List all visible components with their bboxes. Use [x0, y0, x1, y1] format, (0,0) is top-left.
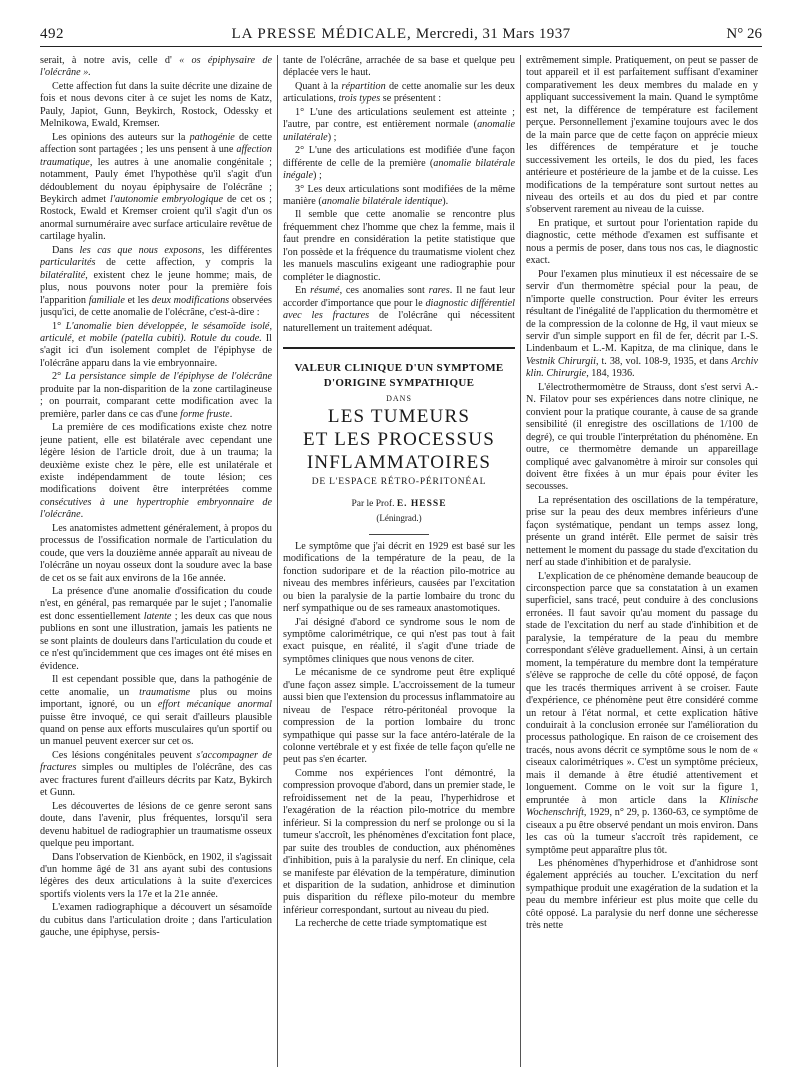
text-run: . [229, 408, 233, 420]
text-run: Cette affection fut dans la suite décrite une dizaine de fois et nous devons citer à ce sujet les noms de Katz, Pauly, Japiot, Gunn, Beykirch, Rostock, Odessky et Melnikowa, Ewald, Kremser. [40, 80, 272, 130]
text-run: Le mécanisme de ce syndrome peut être expliqué d'une façon assez simple. L'accroissement de la tumeur aussi bien que l'extension du processus inflammatoire au niveau de l'espace rétro-péritonéal provoque la compression de la portion lombaire du tronc sympathique qui passe sur la face antéro-latérale de la colonne vertébrale et y est fixée de telle façon qu'elle ne peut pas s'en écarter. [283, 667, 515, 766]
text-run: de cette affection, y compris la [95, 257, 272, 269]
text-run: , ces anomalies sont [339, 285, 429, 297]
italic-text: particularités [40, 257, 96, 269]
paragraph [526, 858, 758, 933]
paragraph [283, 145, 515, 182]
article-title-line: ET LES PROCESSUS [302, 429, 495, 451]
italic-text: rares [428, 285, 450, 297]
paragraph [283, 768, 515, 917]
italic-text: résumé [310, 285, 340, 297]
text-run: ). [442, 195, 449, 207]
paragraph [283, 209, 515, 284]
paragraph [283, 541, 515, 616]
text-run: L'électrothermomètre de Strauss, dont s'est servi A.-N. Filatov pour ses expériences dans notre clinique, ne convient pour la pratique courante, à cause de sa grande sensibilité (il enregistre des oscillations de 1/100 de degré), ce qui trouble l'interprétation du phénomène. En outre, ce thermomètre demande un appareillage compliqué avec galvanomètre à miroir sur consoles qui doivent être fixées à un mur épais pour éviter les secousses. [526, 381, 758, 493]
paragraph [40, 371, 272, 421]
text-run: Comme nos expériences l'ont démontré, la compression provoque d'abord, dans un premier stade, le refroidissement net de la peau, l'hyperhidrose et l'exagération de la réaction pilo-motrice du membre inférieur. Si la compression du nerf se prolonge ou si la tumeur s'accroît, les phénomènes d'excitation font place, par suite des troubles de conduction, aux phénomènes d'inhibition, puis à la paralysie du nerf. En clinique, cela se manifeste par élévation de la température, diminution et disparition de la sudation, anhidrose et diminution puis disparition du réflexe pilo-moteur du membre inférieur correspondant, surtout au niveau du pied. [283, 767, 515, 916]
italic-text: s'accompagner de fractures [40, 749, 272, 774]
text-run: , 184, 1936. [586, 368, 635, 380]
paragraph [283, 184, 515, 209]
text-run: Le symptôme que j'ai décrit en 1929 est basé sur les modifications de la température de la peau, de la fonction sudoripare et de la réaction pilo-motrice au niveau des membres inférieurs, causées par l'excitation ou bien la paralysie de la partie lombaire du tronc du nerf sympathique ou de ses rameaux anastomotiques. [283, 540, 515, 615]
issue-number: N° 26 [726, 26, 762, 42]
article-byline [283, 498, 515, 510]
paragraph [40, 245, 272, 320]
article-kicker-line: VALEUR CLINIQUE D'UN SYMPTOME [294, 361, 504, 374]
paragraph [40, 81, 272, 131]
previous-article-end [283, 55, 515, 335]
text-run: Les opinions des auteurs sur la [52, 131, 190, 143]
text-run: ) ; [313, 170, 322, 182]
italic-text: deux modifications [151, 294, 230, 306]
paragraph [526, 382, 758, 494]
byline-prefix: Par le Prof. [351, 498, 397, 509]
italic-text: répartition [341, 80, 386, 92]
paragraph [40, 55, 272, 80]
text-run: Les anatomistes admettent généralement, à propos du processus de l'ossification normale de l'articulation du coude, que vers la douzième année apparaît au niveau de l'olécrâne un noyau osseux dont la soudure avec la base de cet os se fait aux environs de la 16e année. [40, 522, 272, 584]
italic-text: Klinische Wochenschrift [526, 794, 758, 819]
text-run: La recherche de cette triade symptomatique est [295, 918, 487, 930]
text-run: L'explication de ce phénomène demande beaucoup de circonspection parce que sa constatation à un examen superficiel, sans tracé, peut conduire à des conclusions erronées. Il faut savoir qu'au moment du passage du stade de l'excitation du nerf au stade d'inhibition et de paralysie, la température de la peau du membre correspondant s'élève graduellement. Ainsi, à un certain moment, la température du membre dont la température s'élève se rapproche de celle du côté opposé, de façon que les tracés thermiques arrivent à se croiser. Faute d'expérience, ce phénomène peut être considéré comme un retour à l'état normal, et cette explication hâtive conduirait à la conclusion erronée sur l'amélioration du processus pathologique. En raison de ce croisement des tracés, nous avons décrit ce symptôme sous le nom de « ciseaux calorimétriques ». C'est un symptôme précieux, mais il demande à être étudié attentivement et longuement. Comme on le voit sur la figure 1, empruntée à mon article dans la [526, 570, 758, 806]
text-run: Dans l'observation de Kienböck, en 1902, il s'agissait d'un homme âgé de 31 ans ayant subi des contusions légères des deux articulations à la suite d'exercices sportifs violents vers la 17e et la 21e année. [40, 851, 272, 900]
text-run: L'examen radiographique a découvert un sésamoïde du cubitus dans l'articulation droite ; dans l'articulation gauche, une épiphyse, persis- [40, 902, 272, 939]
text-run: , t. 38, vol. 108-9, 1935, et dans [595, 355, 732, 367]
text-run: ) ; [327, 131, 337, 143]
text-run: Il s'agit ici d'un isolement complet de l'épiphyse de l'olécrâne apparu dans la vie embryonnaire. [40, 332, 272, 369]
paragraph [283, 81, 515, 106]
text-run: Les phénomènes d'hyperhidrose et d'anhidrose sont également appréciés au toucher. L'excitation du nerf sympathique produit une exagération de la sudation et la peau du membre inférieur est plus moite que celle du côté opposé. La paralysie du nerf donne une sécheresse très nette [526, 858, 758, 932]
paragraph [40, 422, 272, 522]
page-number: 492 [40, 26, 64, 42]
text-run: produite par la non-disparition de la zone cartilagineuse ; on pourrait, comparant cette modification avec la première, parler dans ce cas d'une [40, 383, 272, 420]
italic-text: anomalie bilatérale identique [321, 195, 443, 207]
text-run: En pratique, et surtout pour l'orientation rapide du diagnostic, cette méthode d'examen est suffisante et nous a permis de poser, dans tous nos cas, le diagnostic exact. [526, 217, 758, 267]
text-run: tante de l'olécrâne, arrachée de sa base et quelque peu déplacée vers le haut. [283, 55, 515, 79]
text-run: . Il ne faut leur accorder d'importance que pour le [283, 285, 515, 309]
column-right [526, 55, 758, 1070]
text-run: Il est cependant possible que, dans la pathogénie de cette anomalie, un [40, 674, 272, 698]
text-run: Ces lésions congénitales peuvent [52, 749, 197, 761]
column-left [40, 55, 272, 1070]
text-run: de cet os ; Rostock, Ewald et Kremser croient qu'il s'agit d'un os anormal surnuméraire avec surface articulaire revêtue de cartilage hyalin. [40, 193, 272, 243]
italic-text: L'anomalie bien développée, le sésamoïde isolé, articulé, et mobile (patella cubiti). Rotule du coude. [40, 320, 272, 344]
italic-text: La persistance simple de l'épiphyse de l'olécrâne [64, 371, 272, 383]
paragraph [40, 321, 272, 371]
article-title-line: LES TUMEURS [327, 406, 471, 428]
text-run: Il semble que cette anomalie se rencontre plus fréquemment chez l'homme que chez la femme, mais il faut prendre en considération la petite statistique que l'on possède et la fréquence du traumatisme violent chez les manuels masculins exigeant une radiographie pour compléter le diagnostic. [283, 209, 515, 283]
article-kicker-line: D'ORIGINE SYMPATHIQUE [323, 376, 475, 389]
italic-text: traumatisme [139, 686, 191, 698]
paragraph [526, 55, 758, 217]
text-run: , 1929, n° 29, p. 1360-63, ce symptôme de ciseaux a pu être observé pendant un mois environ. Dans les cas où la tumeur s'accroît très rapidement, ce symptôme peut apparaître plus tôt. [526, 807, 758, 856]
issue-date: Mercredi, 31 Mars 1937 [415, 26, 571, 42]
heading-rule [369, 534, 429, 535]
text-run: , existent chez le jeune homme; mais, de plus, nous pouvons noter pour la première fois l'apparition [40, 269, 272, 306]
italic-text: familiale [88, 294, 125, 306]
text-run: J'ai désigné d'abord ce syndrome sous le nom de symptôme calorimétrique, ce qui n'est pas tout à fait exact puisque, en réalité, il s'agit d'une triade de symptômes cliniques que nous venons de citer. [283, 616, 515, 665]
text-run: 2° [52, 371, 65, 383]
text-run: La représentation des oscillations de la température, prise sur la peau des deux membres inférieurs d'une façon systématique, pendant un temps assez long, présente un grand intérêt. Elle permet de saisir très nettement le moment du passage du stade d'excitation du nerf au stade d'inhibition et de paralysie. [526, 494, 758, 569]
italic-text: les cas que nous exposons [79, 244, 202, 256]
italic-text: latente [143, 610, 172, 622]
paragraph [283, 918, 515, 930]
text-run: La présence d'une anomalie d'ossification du coude n'est, en général, pas remarquée par le sujet ; l'anomalie est donc essentiellement [40, 586, 272, 622]
italic-text: trois types [338, 93, 381, 105]
text-run: observées jusqu'ici, de cette anomalie de l'olécrâne, c'est-à-dire : [40, 294, 272, 319]
paragraph [526, 495, 758, 570]
text-run: Quant à la [295, 80, 342, 92]
article-heading [283, 347, 515, 535]
text-run: de cette affection sont partagées ; les uns pensent à une [40, 131, 272, 156]
text-run: puisse être invoqué, ce qui serait d'ailleurs plausible quand on pense aux efforts musculaires qu'un sportif ou un manuel peuvent exercer sur cet os. [40, 711, 272, 748]
author-affiliation: (Léningrad.) [376, 513, 422, 524]
italic-text: consécutives à une hypertrophie embryonnaire de l'olécrâne [40, 496, 272, 521]
paragraph [40, 902, 272, 939]
italic-text: Archiv klin. Chirurgie [526, 355, 758, 380]
paragraph [40, 801, 272, 851]
column-divider [520, 55, 521, 1067]
paragraph [283, 285, 515, 335]
paragraph [283, 55, 515, 80]
paragraph [40, 586, 272, 673]
italic-text: affection traumatique [40, 144, 272, 168]
article-title-line: INFLAMMATOIRES [306, 452, 492, 474]
text-run: 2° L'une des articulations est modifiée d'une façon différente de celle de la première ( [283, 145, 515, 169]
column-middle [283, 55, 515, 1070]
text-run: En [295, 285, 311, 297]
author-name: E. HESSE [396, 498, 447, 509]
text-run: 3° Les deux articulations sont modifiées de la même manière ( [283, 183, 515, 207]
text-run: Pour l'examen plus minutieux il est nécessaire de se servir d'un thermomètre spécial pour la peau, de n'importe quelle construction. Pour éviter les erreurs résultant de l'inégalité de l'application du thermomètre et de la compression de la colonne de Hg, il vaut mieux se servir d'un simple support en fil de fer, décrit par I.-S. Lindenbaum et L.-M. Kapitza, de ma clinique, dans le [526, 268, 758, 355]
italic-text: anomalie bilatérale inégale [283, 157, 515, 182]
text-run: Les découvertes de lésions de ce genre seront sans doute, dans l'avenir, plus fréquentes, lorsqu'il sera devenu habituel de radiographier un traumatisme osseux quelque peu important. [40, 800, 272, 850]
italic-text: « os épiphysaire de l'olécrâne ». [40, 55, 272, 79]
paragraph [40, 750, 272, 800]
paragraph [526, 218, 758, 268]
text-run: se présentent : [380, 93, 442, 105]
text-run: extrêmement simple. Pratiquement, on peut se passer de tout appareil et il est parfaitement suffisant d'examiner comparativement les deux membres du malade en y appliquant successivement la main. Quand le symptôme est net, la différence de température est facilement perçue. Personnellement j'examine toujours avec le dos de la main parce que de cette façon on apprécie mieux les différences de température et je touche successivement les orteils, le dos du pied, les faces antérieure et postérieure de la jambe et de la cuisse. Les modifications de la température sont surtout nettes au niveau des orteils et au dos du pied et par contre s'observent rarement au niveau de la cuisse. [526, 55, 758, 216]
italic-text: bilatéralité [40, 269, 86, 281]
italic-text: pathogénie [189, 131, 235, 143]
paragraph [283, 107, 515, 144]
journal-name: LA PRESSE MÉDICALE, [231, 26, 412, 42]
italic-text: Vestnik Chirurgii [526, 355, 596, 367]
paragraph [40, 132, 272, 244]
text-run: 1° L'une des articulations seulement est atteinte ; l'autre, par contre, est entièrement normale ( [283, 106, 515, 131]
column-divider [277, 55, 278, 1067]
italic-text: diagnostic différentiel avec les fractures [283, 297, 515, 322]
article-kicker-dans: DANS [386, 393, 412, 403]
paragraph [283, 617, 515, 667]
paragraph [40, 523, 272, 585]
text-run: simples ou multiples de l'olécrâne, des cas avec fractures furent d'ailleurs décrits par Katz, Bykirch et Gunn. [40, 762, 272, 799]
article-body-start [283, 541, 515, 931]
text-run: de cette anomalie sur les deux articulations, [283, 80, 515, 105]
italic-text: l'autonomie embryologique [110, 193, 224, 205]
text-run: plus ou moins important, ignoré, ou un [40, 686, 272, 711]
text-run: 1° [52, 320, 66, 332]
text-run: et les [124, 294, 152, 306]
italic-text: effort mécanique anormal [157, 699, 272, 711]
paragraph [526, 269, 758, 381]
paragraph [40, 674, 272, 749]
text-run: de l'olécrâne qui nécessitent naturellement un traitement adéquat. [283, 310, 515, 334]
paragraph [283, 667, 515, 767]
page-header [40, 24, 762, 47]
text-run: ; les deux cas que nous publions en sont une illustration, jamais les patients ne se sont plaints de douleurs dans l'articulation du coude et ce n'est qu'incidemment que ces images ont été mises en évidence. [40, 610, 272, 672]
text-run: . [80, 509, 84, 521]
italic-text: forme fruste [180, 408, 230, 420]
text-run: La première de ces modifications existe chez notre jeune patient, elle est bilatérale avec cependant une légère lésion de l'article droit, due à un trauma; la deuxième existe chez le père, elle est unilatérale et existe indépendamment de toute lésion; ces modifications doivent être interprétées comme [40, 422, 272, 496]
article-subtitle: DE L'ESPACE RÉTRO-PÉRITONÉAL [311, 477, 487, 488]
paragraph [526, 571, 758, 857]
paragraph [40, 852, 272, 902]
text-run: , les différentes [201, 244, 272, 256]
text-run: serait, à notre avis, celle d' [40, 55, 180, 66]
text-run: Dans [52, 244, 80, 256]
text-run: , les autres à une anomalie congénitale ; notamment, Pauly émet l'hypothèse qu'il s'agit d'un dédoublement du noyau épiphysaire de l'olécrâne ; Beykirch admet [40, 156, 272, 205]
italic-text: anomalie unilatérale [283, 119, 515, 143]
running-title [40, 26, 762, 43]
